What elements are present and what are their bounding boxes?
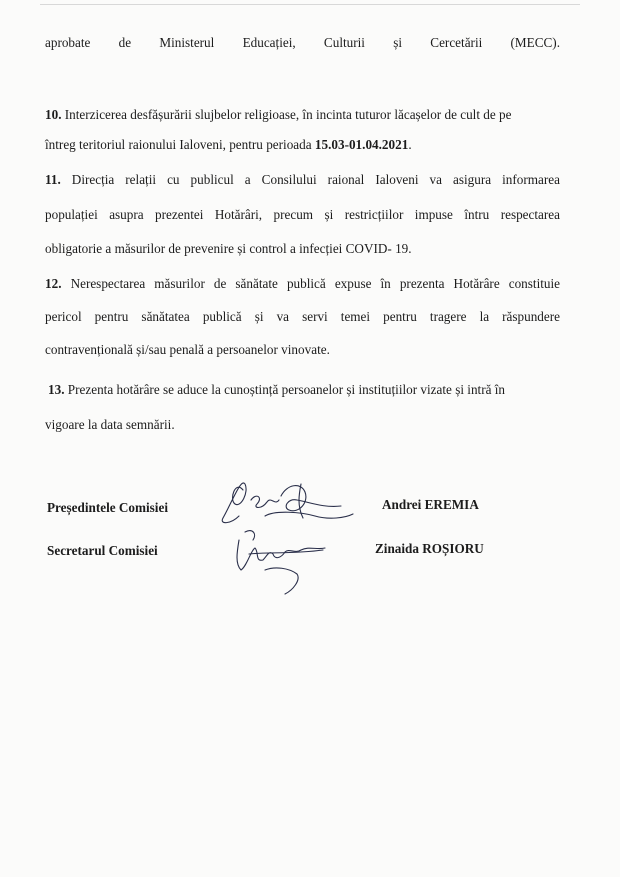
president-title: Președintele Comisiei xyxy=(47,500,168,515)
item-text: pericol pentru sănătatea publică și va servi temei pentru tragere la răspundere xyxy=(45,309,560,324)
secretary-name: Zinaida ROȘIORU xyxy=(375,541,484,556)
item-11-line-3 xyxy=(45,232,560,266)
intro-line xyxy=(45,26,560,60)
sig-stroke xyxy=(249,550,323,554)
item-11-line-1 xyxy=(45,163,560,197)
handwritten-signatures xyxy=(205,470,365,600)
item-text: vigoare la data semnării. xyxy=(45,417,175,432)
item-number: 10. xyxy=(45,107,62,122)
sig-stroke xyxy=(222,483,246,523)
item-text: întreg teritoriul raionului Ialoveni, pentru perioada xyxy=(45,137,315,152)
secretary-title: Secretarul Comisiei xyxy=(47,543,158,558)
item-text: Direcția relații cu publicul a Consilului raional Ialoveni va asigura informarea xyxy=(71,172,560,187)
item-number: 13. xyxy=(48,382,65,397)
sig-stroke xyxy=(237,540,325,570)
item-text: Interzicerea desfășurării slujbelor religioase, în incinta tuturor lăcașelor de cult de pe xyxy=(64,107,512,122)
item-text: populației asupra prezentei Hotărâri, precum și restricțiilor impuse întru respectarea xyxy=(45,207,560,222)
item-12-line-3 xyxy=(45,333,560,367)
intro-text: aprobate de Ministerul Educației, Culturii și Cercetării (MECC). xyxy=(45,35,560,50)
sig-stroke xyxy=(251,496,279,507)
item-12-line-2 xyxy=(45,300,560,334)
period-dates: 15.03-01.04.2021 xyxy=(314,137,409,152)
page-top-edge xyxy=(40,4,580,5)
item-text: Nerespectarea măsurilor de sănătate publică expuse în prezenta Hotărâre constituie xyxy=(70,276,561,291)
item-number: 12. xyxy=(45,276,62,291)
item-text: contravențională și/sau penală a persoanelor vinovate. xyxy=(45,342,330,357)
item-11-line-2 xyxy=(45,198,560,232)
item-text: Prezenta hotărâre se aduce la cunoștință persoanelor și instituțiilor vizate și intră în xyxy=(67,382,506,397)
item-13-line-1 xyxy=(48,373,563,407)
item-10-line-1 xyxy=(45,98,560,132)
item-12-line-1 xyxy=(45,267,560,301)
sig-stroke xyxy=(265,568,298,594)
item-13-line-2 xyxy=(45,408,560,442)
sig-stroke xyxy=(245,531,255,540)
item-10-line-2 xyxy=(45,128,560,162)
item-number: 11. xyxy=(45,172,61,187)
sig-stroke xyxy=(265,512,353,518)
sig-stroke xyxy=(281,486,341,511)
item-text: obligatorie a măsurilor de prevenire și control a infecției COVID- 19. xyxy=(45,241,412,256)
president-name: Andrei EREMIA xyxy=(382,497,479,512)
item-text: . xyxy=(408,137,412,152)
